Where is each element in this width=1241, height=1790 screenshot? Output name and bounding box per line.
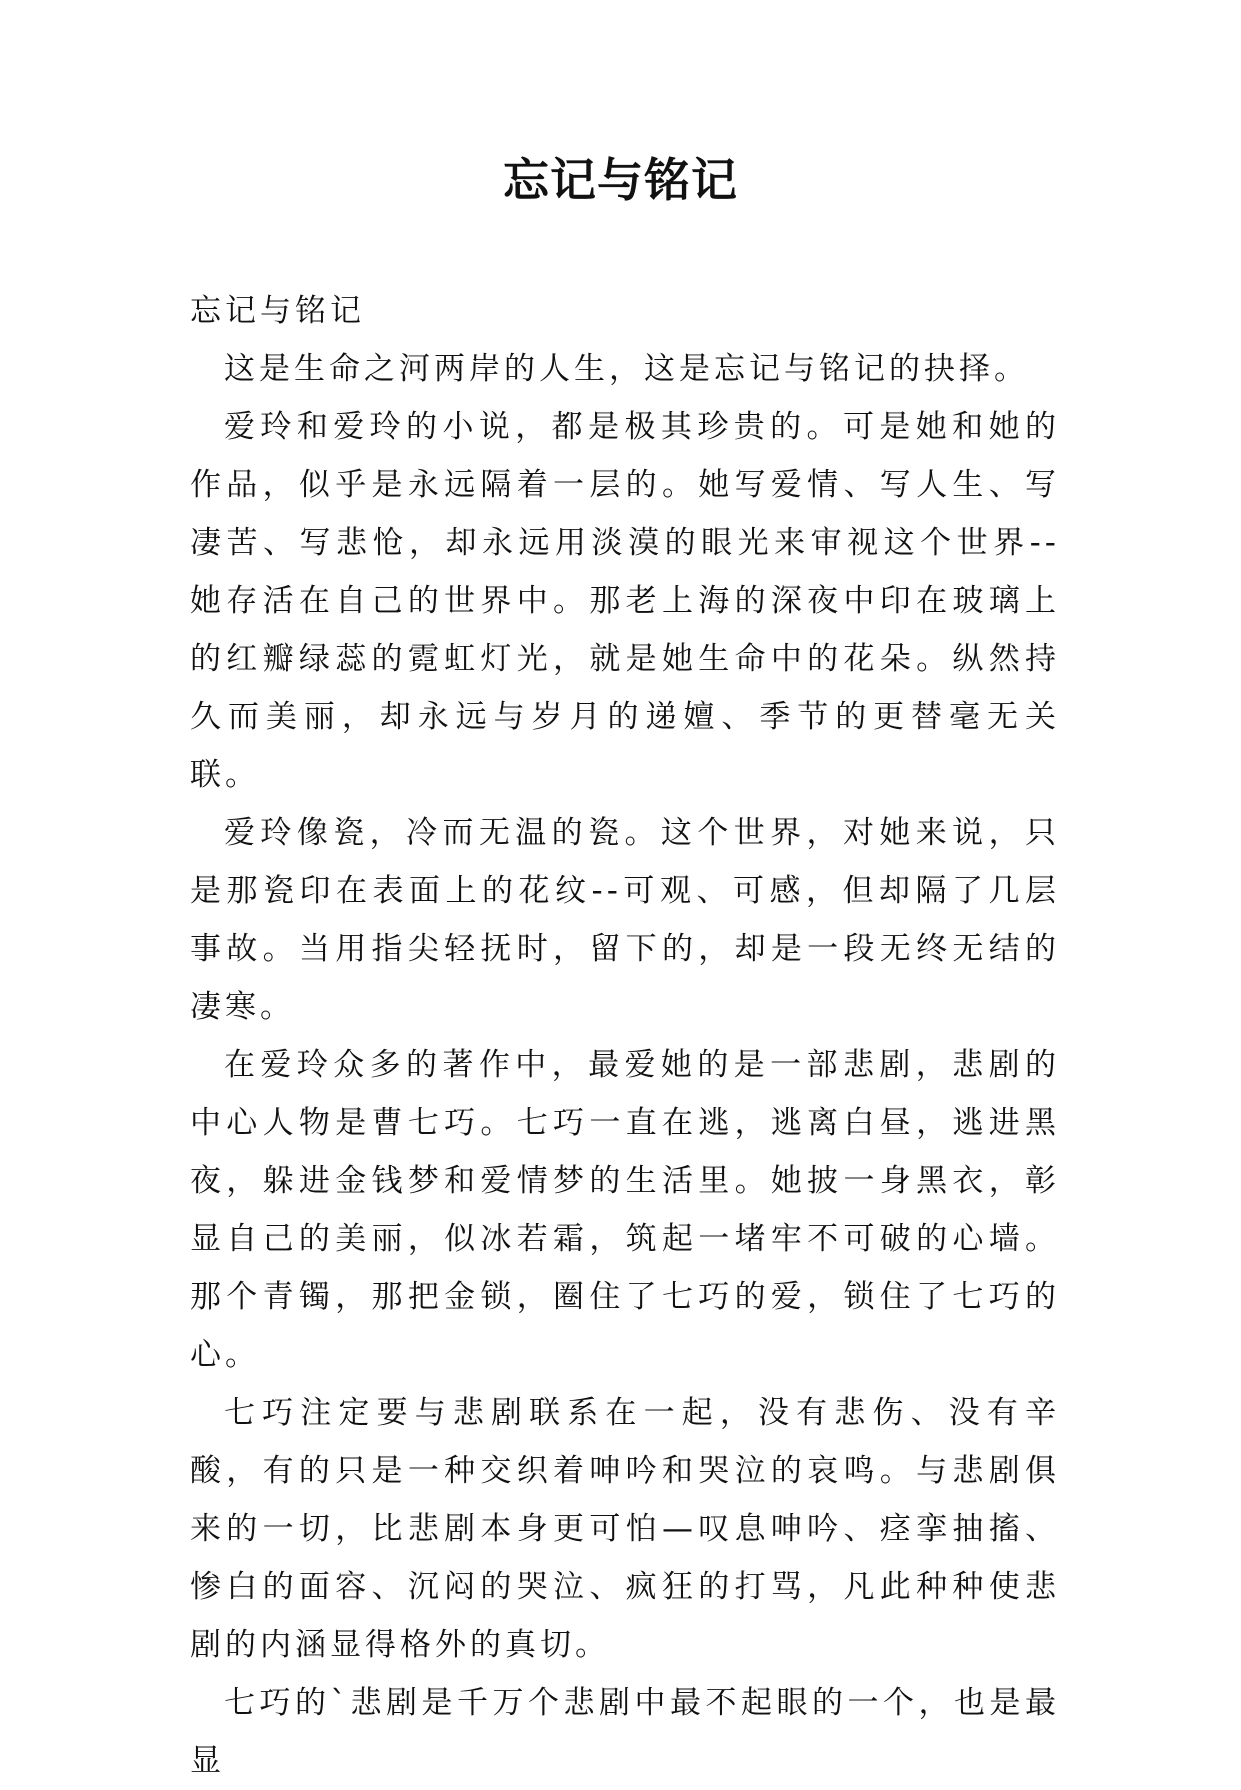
document-body — [190, 282, 1060, 1790]
paragraph: 爱玲和爱玲的小说，都是极其珍贵的。可是她和她的作品，似乎是永远隔着一层的。她写爱情、写人生、写凄苦、写悲怆，却永远用淡漠的眼光来审视这个世界--她存活在自己的世界中。那老上海的深夜中印在玻璃上的红瓣绿蕊的霓虹灯光，就是她生命中的花朵。纵然持久而美丽，却永远与岁月的递嬗、季节的更替毫无关联。 — [190, 409, 1060, 793]
paragraph: 七巧的`悲剧是千万个悲剧中最不起眼的一个，也是最显 — [190, 1685, 1060, 1779]
document-title: 忘记与铭记 — [503, 153, 738, 207]
paragraph: 七巧注定要与悲剧联系在一起，没有悲伤、没有辛酸，有的只是一种交织着呻吟和哭泣的哀鸣。与悲剧俱来的一切，比悲剧本身更可怕—叹息呻吟、痉挛抽搐、惨白的面容、沉闷的哭泣、疯狂的打骂，凡此种种使悲剧的内涵显得格外的真切。 — [190, 1395, 1060, 1663]
document-subtitle: 忘记与铭记 — [190, 293, 365, 329]
paragraph: 在爱玲众多的著作中，最爱她的是一部悲剧，悲剧的中心人物是曹七巧。七巧一直在逃，逃离白昼，逃进黑夜，躲进金钱梦和爱情梦的生活里。她披一身黑衣，彰显自己的美丽，似冰若霜，筑起一堵牢不可破的心墙。那个青镯，那把金锁，圈住了七巧的爱，锁住了七巧的心。 — [190, 1047, 1060, 1373]
paragraph: 这是生命之河两岸的人生，这是忘记与铭记的抉择。 — [224, 351, 1029, 387]
paragraph: 爱玲像瓷，冷而无温的瓷。这个世界，对她来说，只是那瓷印在表面上的花纹--可观、可感，但却隔了几层事故。当用指尖轻抚时，留下的，却是一段无终无结的凄寒。 — [190, 815, 1060, 1025]
